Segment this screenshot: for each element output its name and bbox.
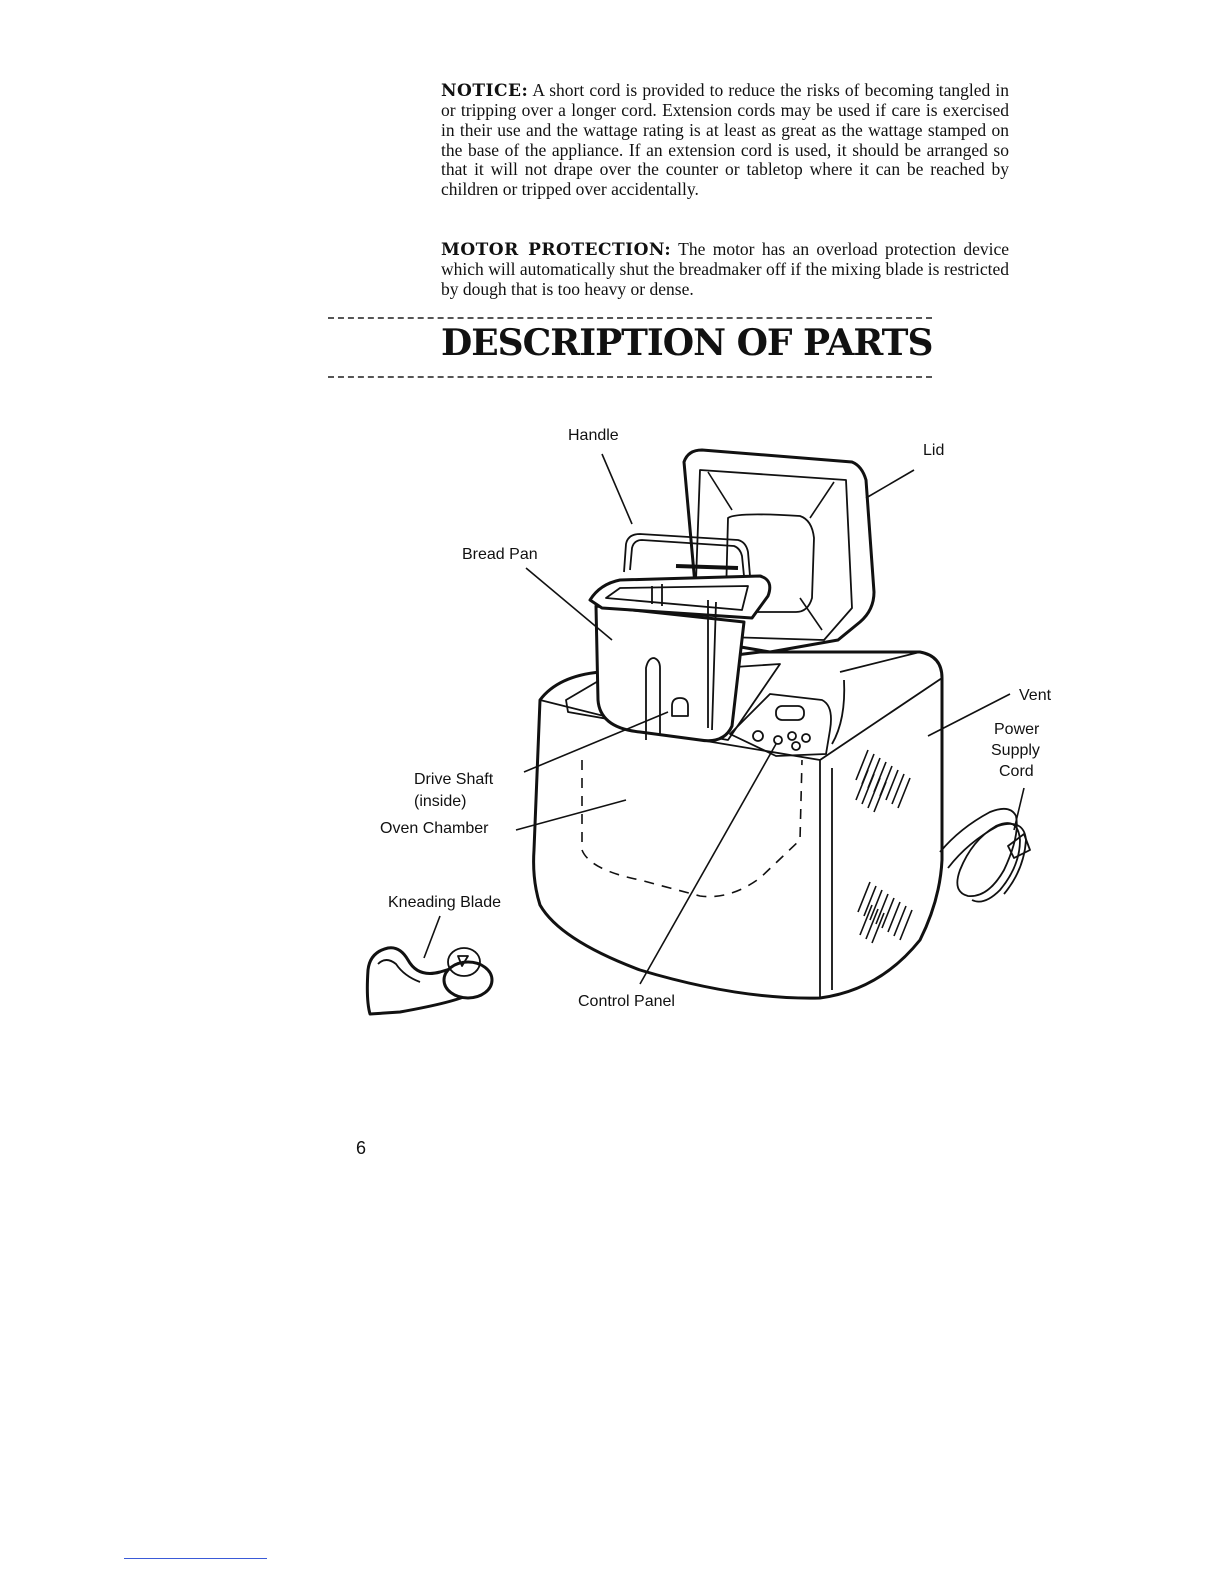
page-number: 6 xyxy=(356,1138,367,1158)
notice-heading: NOTICE: xyxy=(441,80,529,101)
motor-protection-heading: MOTOR PROTECTION: xyxy=(441,239,672,260)
label-control-panel: Control Panel xyxy=(578,993,675,1010)
label-drive-shaft: Drive Shaft xyxy=(414,771,494,788)
label-lid: Lid xyxy=(923,442,945,459)
label-kneading-blade: Kneading Blade xyxy=(388,894,501,911)
breadmaker-body-drawing xyxy=(534,652,942,998)
label-power-cord-line-1: Power xyxy=(994,721,1040,738)
label-bread-pan: Bread Pan xyxy=(462,546,538,563)
footer-rule xyxy=(124,1558,267,1559)
label-drive-shaft-note: (inside) xyxy=(414,793,467,810)
label-power-cord-line-2: Supply xyxy=(991,742,1040,759)
notice-text: A short cord is provided to reduce the risks of becoming tangled in or tripping over a longer cord. Extension cords may be used if care is exercised in their use and the wattage rating is at least as great as the wattage stamped on the base of the appliance. If an extension cord is used, it should be arranged so that it will not drape over the counter or tabletop where it can be reached by children or tripped over accidentally. xyxy=(441,79,1009,200)
label-power-cord-line-3: Cord xyxy=(999,763,1034,780)
section-title: DESCRIPTION OF PARTS xyxy=(441,322,933,364)
kneading-blade-drawing xyxy=(367,948,492,1014)
label-oven-chamber: Oven Chamber xyxy=(380,820,489,837)
motor-protection-text: The motor has an overload protection device which will automatically shut the breadmaker off if the mixing blade is restricted by dough that is too heavy or dense. xyxy=(441,238,1009,299)
label-vent: Vent xyxy=(1019,687,1052,704)
label-handle: Handle xyxy=(568,427,619,444)
